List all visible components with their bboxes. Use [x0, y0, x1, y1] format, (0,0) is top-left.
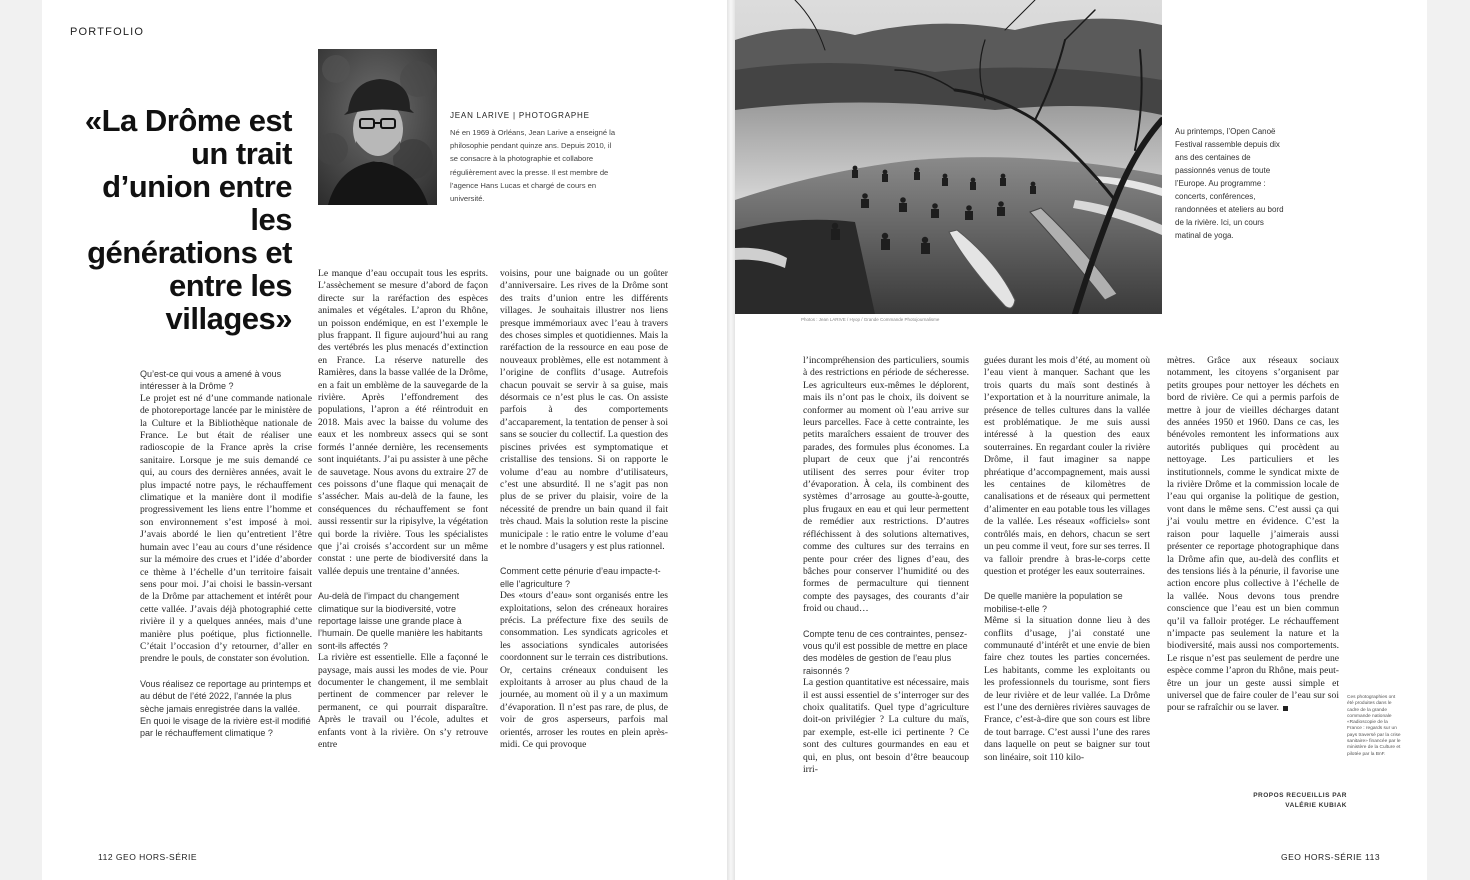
question: Vous réalisez ce reportage au printemps et au début de l’été 2022, l’année la plus sèche jamais enregistrée dans la vallée. En quoi le visage de la rivière est-il modifié par le réchauffement climatique ?: [140, 678, 312, 739]
commission-note: Ces photographies ont été produites dans le cadre de la grande commande nationale «Radioscopie de la France : regards sur un pays traversé par la crise sanitaire» financée par le ministère de la Culture et pilotée par la BnF.: [1347, 695, 1401, 757]
answer-paragraph: [1167, 355, 1339, 715]
column-left-3: [500, 268, 668, 751]
answer-paragraph: Le projet est né d’une commande nationale de photoreportage lancée par le ministère de la Culture et la Bibliothèque nationale de France. Le but était de réaliser une radioscopie de la France après la crise sanitaire. Lorsque je me suis demandé ce qui, au cours des dernières années, avait le plus impacté notre pays, le réchauffement climatique et la manière dont il modifie progressivement les liens entre l’homme et son environnement s’est imposé à moi. J’avais abordé le lien qu’entretient l’être humain avec l’eau au cours d’une résidence sur la mémoire des crues et l’idée d’aborder ce thème à l’échelle d’un territoire faisait sens pour moi. J’ai choisi le bassin-versant de la Drôme par attachement et intérêt pour cette vallée. J’avais déjà photographié cette rivière il y a quelques années, mais d’une manière plus poétique, plus fictionnelle. C’était l’occasion d’y retourner, d’aller en prendre le pouls, de constater son évolution.: [140, 392, 312, 665]
question: Compte tenu de ces contraintes, pensez-vous qu’il est possible de mettre en place des modèles de gestion de l’eau plus raisonnés ?: [803, 628, 968, 676]
photographer-portrait: [318, 49, 437, 205]
headline-quote: «La Drôme est un trait d’union entre les générations et entre les villages»: [84, 103, 292, 336]
yoga-river-photo: [735, 0, 1162, 314]
answer-paragraph: l’incompréhension des particuliers, soumis à des restrictions en période de sécheresse. Les agriculteurs eux-mêmes le déplorent, mais ils n’ont pas le choix, ils doivent se conformer au moment où l’eau arrive sur leurs parcelles. Face à cette contrainte, les petits maraîchers essaient de trouver des parades, des formules plus économes. La plupart de ceux que j’ai rencontrés utilisent des serres pour éviter trop d’évaporation. À cela, ils combinent des systèmes d’arrosage au goutte-à-goutte, plus frugaux en eau et qui leur permettent de remédier aux restrictions. D’autres réfléchissent à des solutions alternatives, comme des cultures sur des terrains en pente pour créer des lignes d’eau, des bâches pour conserver l’humidité ou des formes de permaculture qui tiennent compte des paysages, des courants d’air froid ou chaud…: [803, 355, 969, 615]
spread-gutter: [727, 0, 735, 880]
photographer-bio: Né en 1969 à Orléans, Jean Larive a enseigné la philosophie pendant quinze ans. Depuis 2010, il se consacre à la photographie et collabore régulièrement avec la presse. Il est membre de l’agence Hans Lucas et chargé de cours en université.: [450, 128, 616, 204]
answer-paragraph: Même si la situation donne lieu à des conflits d’usage, j’ai constaté une communauté d’intérêt et une envie de bien faire chez toutes les parties concernées. Les habitants, comme les exploitants ou les professionnels du tourisme, sont fiers de leur rivière et de leur vallée. La Drôme est l’une des dernières rivières sauvages de France, c’est-à-dire que son cours est libre de tout barrage. C’est aussi l’une des rares dans laquelle on peut se baigner sur tout son linéaire, soit 110 kilo-: [984, 615, 1150, 763]
page-folio-left: 112 GEO HORS-SÉRIE: [98, 852, 198, 862]
question: Au-delà de l’impact du changement climatique sur la biodiversité, votre reportage laisse une grande place à l’humain. De quelle manière les habitants sont-ils affectés ?: [318, 591, 483, 651]
column-right-1: [803, 355, 969, 776]
question: Qu’est-ce qui vous a amené à vous intéresser à la Drôme ?: [140, 369, 282, 392]
answer-paragraph: Le manque d’eau occupait tous les esprits. L’assèchement se mesure d’abord de façon directe sur la raréfaction des espèces animales et végétales. L’apron du Rhône, un poisson endémique, en est l’exemple le plus frappant. Il figure aujourd’hui au rang des vertébrés les plus menacés d’extinction en France. La réserve naturelle des Ramières, dans la basse vallée de la Drôme, en a fait un emblème de la sauvegarde de la rivière. Après l’effondrement des populations, l’apron a été réintroduit en 2018. Mais avec la baisse du volume des eaux et les nombreux assecs qui se sont formés l’année dernière, les recensements sont inquiétants. J’ai pu assister à une pêche de sauvetage. Nous avons du extraire 27 de ces poissons d’une flaque qui menaçait de s’assécher. Mais au-delà de la faune, les conséquences du réchauffement se font aussi ressentir sur la ripisylve, la végétation qui borde la rivière. Tous les spécialistes que j’ai croisés s’accordent sur un même constat : une perte de biodiversité dans la vallée depuis une trentaine d’années.: [318, 268, 488, 577]
answer-paragraph: La gestion quantitative est nécessaire, mais il est aussi essentiel de s’interroger sur des choix qualitatifs. Quel type d’agriculture doit-on privilégier ? La culture du maïs, par exemple, est-elle ici pertinente ? Ce sont des cultures gourmandes en eau et qui, en plus, ont besoin d’être beaucoup irri-: [803, 677, 969, 775]
photo-caption: Au printemps, l’Open Canoë Festival rassemble depuis dix ans des centaines de passionnés venus de toute l’Europe. Au programme : concerts, conférences, randonnées et ateliers au bord de la rivière. Ici, un cours matinal de yoga.: [1175, 127, 1284, 240]
answer-text: mètres. Grâce aux réseaux sociaux notamment, les citoyens s’organisent par petits groupes pour nettoyer les déchets en bord de rivière. Ce qui a permis parfois de mettre à jour de vieilles décharges datant des années 1950 et 1960. Dans ce cas, les bénévoles remontent les informations aux autorités publiques qui procèdent au nettoyage. Les particuliers et les institutionnels, comme le syndicat mixte de la rivière Drôme et la commission locale de l’eau qui organise la politique de gestion, vont dans le même sens. C’est aussi ça qui j’ai voulu mettre en évidence. C’est la raison pour laquelle j’aimerais aussi présenter ce reportage photographique dans la Drôme afin que, au-delà des conflits et des tensions liés à la pénurie, il favorise une action encore plus collective à l’échelle de la vallée. Nous devons tous prendre conscience que l’eau est un bien commun qu’il va falloir protéger. Le réchauffement n’impacte pas seulement la nature et la biodiversité, mais aussi nos comportements. Le risque n’est pas seulement de perdre une espèce comme l’apron du Rhône, mais peut-être un jour un geste aussi simple et universel que de faire couler de l’eau sur soi pour se rafraîchir ou se laver.: [1167, 355, 1339, 714]
answer-paragraph: guées durant les mois d’été, au moment où l’eau vient à manquer. Sachant que les trois quarts du maïs sont destinés à l’exportation et à la nourriture animale, la présence de telles cultures dans la vallée est problématique. Je me suis aussi intéressé à la question des eaux souterraines. En regardant couler la rivière Drôme, il faut imaginer sa nappe phréatique d’accompagnement, mais aussi les centaines de kilomètres de canalisations et de réseaux qui permettent d’alimenter en eau potable tous les villages de la vallée. Les réseaux «officiels» sont contrôlés mais, en dehors, chacun se sert un peu comme il veut, fore sur ses terres. Il va falloir prendre à bras-le-corps cette question et protéger les eaux souterraines.: [984, 355, 1150, 577]
outer-margin-left: [0, 0, 42, 880]
outer-margin-right: [1427, 0, 1470, 880]
column-right-3: [1167, 355, 1339, 715]
answer-paragraph: voisins, pour une baignade ou un goûter d’anniversaire. Les rives de la Drôme sont des traits d’union entre les différents villages. Je souhaitais illustrer nos liens presque immémoriaux avec l’eau à travers des choses simples et quotidiennes. Mais la raréfaction de la ressource en eau pose de nouveaux problèmes, elle est notamment à l’origine de conflits d’usage. Autrefois chacun pouvait se servir à sa guise, mais désormais ce n’est plus le cas. On assiste parfois à des comportements d’accaparement, la tentation de penser à soi sans se soucier du collectif. La question des piscines privées est symptomatique et cristallise des tensions. Si on rapporte le volume d’eau au nombre d’utilisateurs, c’est une absurdité. Il ne s’agit pas non plus de se priver du plaisir, voire de la nécessité de prendre un bain quand il fait très chaud. Mais la solution reste la piscine municipale : le ratio entre le volume d’eau et le nombre d’usagers y est plus rationnel.: [500, 268, 668, 552]
photo-credit: Photos : Jean LARIVE / Hyop / Grande Commande Photojournalisme: [801, 317, 940, 322]
column-left-1: [140, 368, 312, 740]
end-of-article-mark: [1283, 706, 1288, 711]
section-label: PORTFOLIO: [70, 26, 145, 38]
column-right-2: [984, 355, 1150, 764]
left-page: [42, 0, 727, 880]
page-folio-right: GEO HORS-SÉRIE 113: [1281, 852, 1381, 862]
right-page: [735, 0, 1427, 880]
answer-paragraph: Des «tours d’eau» sont organisés entre les exploitations, selon des créneaux horaires précis. La préfecture fixe des seuils de consommation. Les syndicats agricoles et les associations syndicales autorisées coordonnent sur le terrain ces distributions. Or, certains créneaux conduisent les exploitants à arroser au plus chaud de la journée, au moment où il y a un maximum d’évaporation. Il n’est pas rare, de plus, de voir de gros asperseurs, parfois mal orientés, arroser les routes en plein après-midi. Ce qui provoque: [500, 590, 668, 751]
answer-paragraph: La rivière est essentielle. Elle a façonné le paysage, mais aussi les modes de vie. Pour documenter le changement, il me semblait pertinent de commencer par relever le permanent, ce qui pourrait disparaître. Après le travail ou l’école, adultes et enfants vont à la rivière. On s’y retrouve entre: [318, 652, 488, 751]
photographer-name: JEAN LARIVE | PHOTOGRAPHE: [450, 111, 590, 120]
column-left-2: [318, 268, 488, 751]
question: De quelle manière la population se mobilise-t-elle ?: [984, 591, 1123, 614]
question: Comment cette pénurie d’eau impacte-t-elle l’agriculture ?: [500, 566, 661, 589]
interview-signoff: PROPOS RECUEILLIS PAR VALÉRIE KUBIAK: [1253, 792, 1347, 809]
